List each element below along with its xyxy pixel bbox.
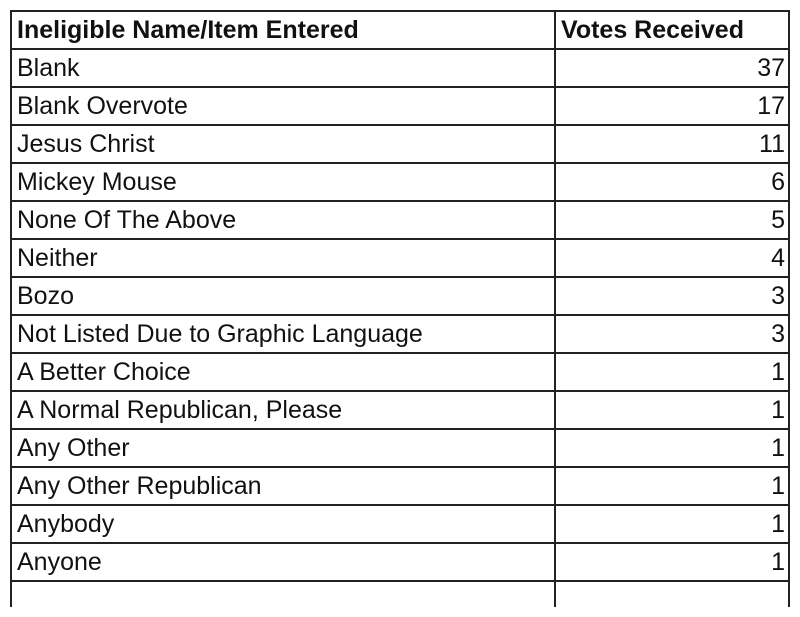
table-row — [11, 125, 789, 163]
votes-cell[interactable]: 3 — [555, 277, 789, 315]
table-row — [11, 429, 789, 467]
name-cell[interactable]: Any Other — [11, 429, 555, 467]
name-cell[interactable]: Blank — [11, 49, 555, 87]
table-row — [11, 201, 789, 239]
name-cell[interactable]: A Normal Republican, Please — [11, 391, 555, 429]
votes-cell[interactable]: 6 — [555, 163, 789, 201]
votes-cell[interactable]: 4 — [555, 239, 789, 277]
votes-cell[interactable]: 17 — [555, 87, 789, 125]
name-cell[interactable]: Anyone — [11, 543, 555, 581]
name-cell[interactable]: Anybody — [11, 505, 555, 543]
table-row — [11, 49, 789, 87]
table-row — [11, 467, 789, 505]
table-row — [11, 87, 789, 125]
votes-cell[interactable]: 37 — [555, 49, 789, 87]
table-row — [11, 163, 789, 201]
header-votes[interactable]: Votes Received — [555, 11, 789, 49]
votes-cell[interactable]: 3 — [555, 315, 789, 353]
votes-cell[interactable]: 1 — [555, 543, 789, 581]
table-row — [11, 239, 789, 277]
name-cell[interactable]: None Of The Above — [11, 201, 555, 239]
name-cell[interactable]: Blank Overvote — [11, 87, 555, 125]
name-cell[interactable]: Not Listed Due to Graphic Language — [11, 315, 555, 353]
table-row-cut-off — [11, 581, 789, 607]
name-cell[interactable]: A Better Choice — [11, 353, 555, 391]
ineligible-votes-table — [10, 10, 790, 607]
empty-cell[interactable] — [555, 581, 789, 607]
table-row — [11, 353, 789, 391]
votes-cell[interactable]: 1 — [555, 505, 789, 543]
name-cell[interactable]: Any Other Republican — [11, 467, 555, 505]
table-row — [11, 277, 789, 315]
name-cell[interactable]: Mickey Mouse — [11, 163, 555, 201]
header-name[interactable]: Ineligible Name/Item Entered — [11, 11, 555, 49]
votes-cell[interactable]: 11 — [555, 125, 789, 163]
name-cell[interactable]: Bozo — [11, 277, 555, 315]
votes-cell[interactable]: 1 — [555, 353, 789, 391]
empty-cell[interactable] — [11, 581, 555, 607]
table-row — [11, 315, 789, 353]
name-cell[interactable]: Jesus Christ — [11, 125, 555, 163]
spreadsheet-sheet — [10, 10, 788, 617]
header-row — [11, 11, 789, 49]
votes-cell[interactable]: 1 — [555, 467, 789, 505]
votes-cell[interactable]: 1 — [555, 429, 789, 467]
votes-cell[interactable]: 1 — [555, 391, 789, 429]
table-row — [11, 391, 789, 429]
name-cell[interactable]: Neither — [11, 239, 555, 277]
table-row — [11, 543, 789, 581]
table-row — [11, 505, 789, 543]
votes-cell[interactable]: 5 — [555, 201, 789, 239]
